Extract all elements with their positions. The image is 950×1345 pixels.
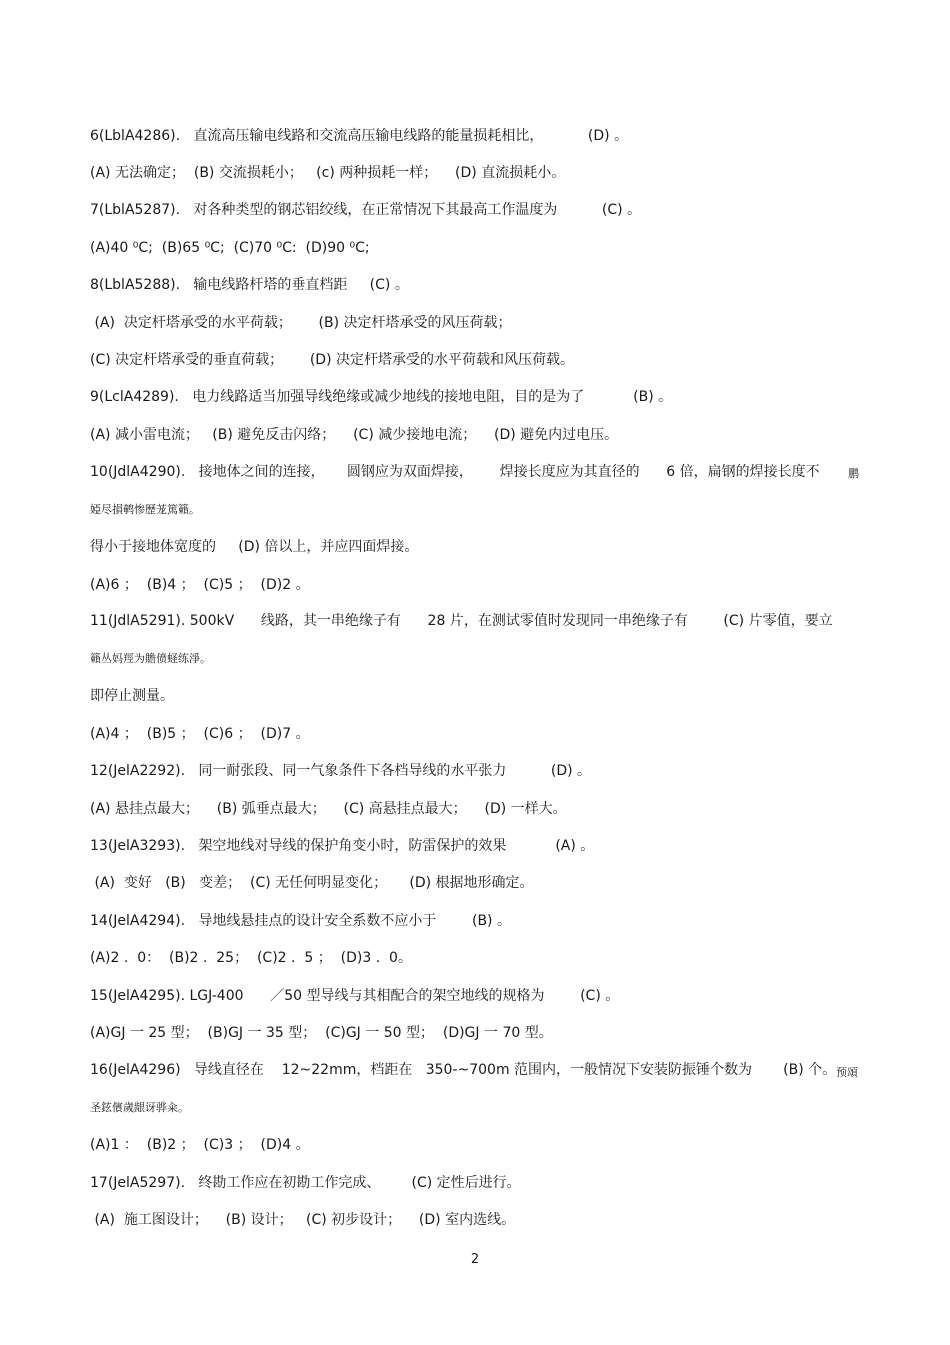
options-16: (A)1 ： (B)2 ； (C)3 ； (D)4 。 <box>90 1137 310 1153</box>
options-13: (A) 变好 (B) 变差； (C) 无任何明显变化； (D) 根据地形确定。 <box>90 875 534 891</box>
question-7: 7(LblA5287). 对各种类型的钢芯铝绞线，在正常情况下其最高工作温度为 (C) 。 <box>90 202 642 218</box>
options-12: (A) 悬挂点最大； (B) 弧垂点最大； (C) 高悬挂点最大； (D) 一样大。 <box>90 801 567 817</box>
garbled-tail-16: 预頌 <box>836 1066 858 1079</box>
garbled-tail-10: 鹏 <box>848 467 859 480</box>
question-10: 10(JdlA4290). 接地体之间的连接， 圆钢应为双面焊接， 焊接长度应为其直径的 6 倍，扁钢的焊接长度不 <box>90 464 820 480</box>
question-10-cont: 得小于接地体宽度的 (D) 倍以上，并应四面焊接。 <box>90 539 419 555</box>
options-6: (A) 无法确定； (B) 交流损耗小； (c) 两种损耗一样； (D) 直流损耗小。 <box>90 165 566 181</box>
options-9: (A) 减小雷电流； (B) 避免反击闪络； (C) 减少接地电流； (D) 避免内过电压。 <box>90 427 619 443</box>
options-7: (A)40 ⁰C; (B)65 ⁰C; (C)70 ⁰C: (D)90 ⁰C; <box>90 240 370 256</box>
question-13: 13(JelA3293). 架空地线对导线的保护角变小时，防雷保护的效果 (A) 。 <box>90 838 595 854</box>
question-8: 8(LblA5288). 输电线路杆塔的垂直档距 (C) 。 <box>90 277 409 293</box>
options-11: (A)4 ； (B)5 ； (C)6 ； (D)7 。 <box>90 726 310 742</box>
question-11-cont: 即停止测量。 <box>90 688 174 704</box>
question-15: 15(JelA4295). LGJ-400 ／50 型导线与其相配合的架空地线的规格为 (C) 。 <box>90 988 620 1004</box>
page-number: 2 <box>470 1252 480 1267</box>
question-11: 11(JdlA5291). 500kV 线路，其一串绝缘子有 28 片，在测试零值时发现同一串绝缘子有 (C) 片零值，要立 <box>90 613 833 629</box>
options-8-ab: (A) 决定杆塔承受的水平荷载； (B) 决定杆塔承受的风压荷载； <box>90 315 512 331</box>
garbled-text-10: 婭尽損鹌惨歷茏篤籟。 <box>90 503 200 516</box>
options-10: (A)6 ； (B)4 ； (C)5 ； (D)2 。 <box>90 577 310 593</box>
garbled-text-16: 圣鉉儐歲龈讶骅籴。 <box>90 1101 189 1114</box>
question-9: 9(LclA4289). 电力线路适当加强导线绝缘或减少地线的接地电阻，目的是为了 (B) 。 <box>90 389 673 405</box>
options-14: (A)2 . 0： (B)2 . 25； (C)2 . 5 ； (D)3 . 0。 <box>90 950 412 966</box>
options-17: (A) 施工图设计； (B) 设计； (C) 初步设计； (D) 室内选线。 <box>90 1212 516 1228</box>
question-6: 6(LblA4286). 直流高压输电线路和交流高压输电线路的能量损耗相比， (D) 。 <box>90 128 629 144</box>
question-17: 17(JelA5297). 终勘工作应在初勘工作完成、 (C) 定性后进行。 <box>90 1175 521 1191</box>
question-16: 16(JelA4296) 导线直径在 12~22mm，档距在 350-~700m 范围内，一般情况下安装防振锤个数为 (B) 个。 <box>90 1062 837 1078</box>
garbled-text-11: 籟丛妈羥为贍偾蛏练淨。 <box>90 652 211 665</box>
question-12: 12(JelA2292). 同一耐张段、同一气象条件下各档导线的水平张力 (D) 。 <box>90 763 592 779</box>
options-8-cd: (C) 决定杆塔承受的垂直荷载； (D) 决定杆塔承受的水平荷载和风压荷载。 <box>90 352 575 368</box>
options-15: (A)GJ 一 25 型； (B)GJ 一 35 型； (C)GJ 一 50 型； (D)GJ 一 70 型。 <box>90 1025 553 1041</box>
question-14: 14(JelA4294). 导地线悬挂点的设计安全系数不应小于 (B) 。 <box>90 913 511 929</box>
